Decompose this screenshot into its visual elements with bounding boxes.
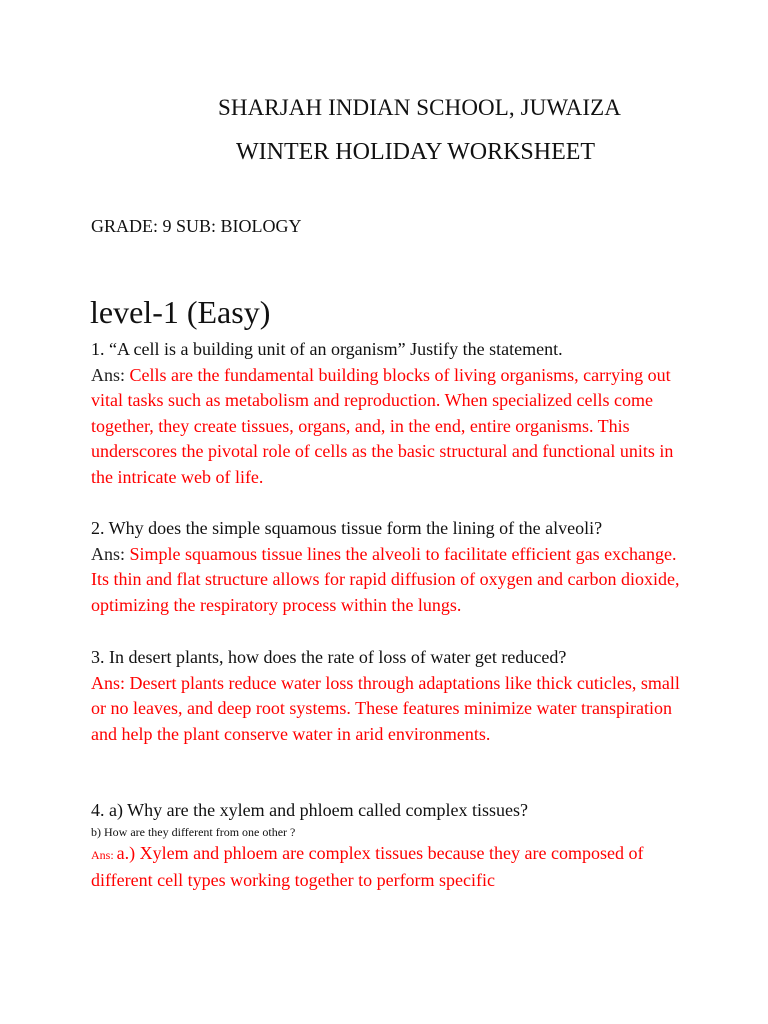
question-block-2 [91, 516, 691, 618]
worksheet-title: WINTER HOLIDAY WORKSHEET [236, 139, 596, 165]
answer-text: a.) Xylem and phloem are complex tissues because they are composed of different cell types working together to perform specific [91, 842, 644, 891]
answer-label: Ans: [91, 364, 130, 385]
question-text: 3. In desert plants, how does the rate of loss of water get reduced? [91, 647, 567, 667]
level-heading: level-1 (Easy) [90, 294, 271, 330]
answer-label: Ans: [91, 543, 130, 564]
question-text: 2. Why does the simple squamous tissue form the lining of the alveoli? [91, 518, 603, 538]
question-block-1 [91, 337, 691, 491]
question-block-4 [91, 798, 691, 894]
question-text: 4. a) Why are the xylem and phloem called complex tissues? [91, 800, 529, 820]
question-block-3 [91, 645, 691, 747]
answer-text: Cells are the fundamental building blocks of living organisms, carrying out vital tasks such as metabolism and reproduction. When specialized cells come together, they create tissues, organs, and, in the end, entire organisms. This underscores the pivotal role of cells as the basic structural and functional units in the intricate web of life. [91, 364, 674, 487]
question-text: 1. “A cell is a building unit of an organism” Justify the statement. [91, 339, 563, 359]
answer-label: Ans: [91, 847, 117, 862]
school-name: SHARJAH INDIAN SCHOOL, JUWAIZA [218, 95, 621, 120]
answer-label: Ans: [91, 672, 130, 693]
answer-text: Desert plants reduce water loss through adaptations like thick cuticles, small or no leaves, and deep root systems. These features minimize water transpiration and help the plant conserve water in arid environments. [91, 672, 680, 744]
grade-subject-line: GRADE: 9 SUB: BIOLOGY [91, 216, 302, 236]
answer-text: Simple squamous tissue lines the alveoli to facilitate efficient gas exchange. Its thin and flat structure allows for rapid diffusion of oxygen and carbon dioxide, optimizing the respiratory process within the lungs. [91, 543, 680, 615]
sub-question-text: b) How are they different from one other ? [91, 824, 296, 839]
